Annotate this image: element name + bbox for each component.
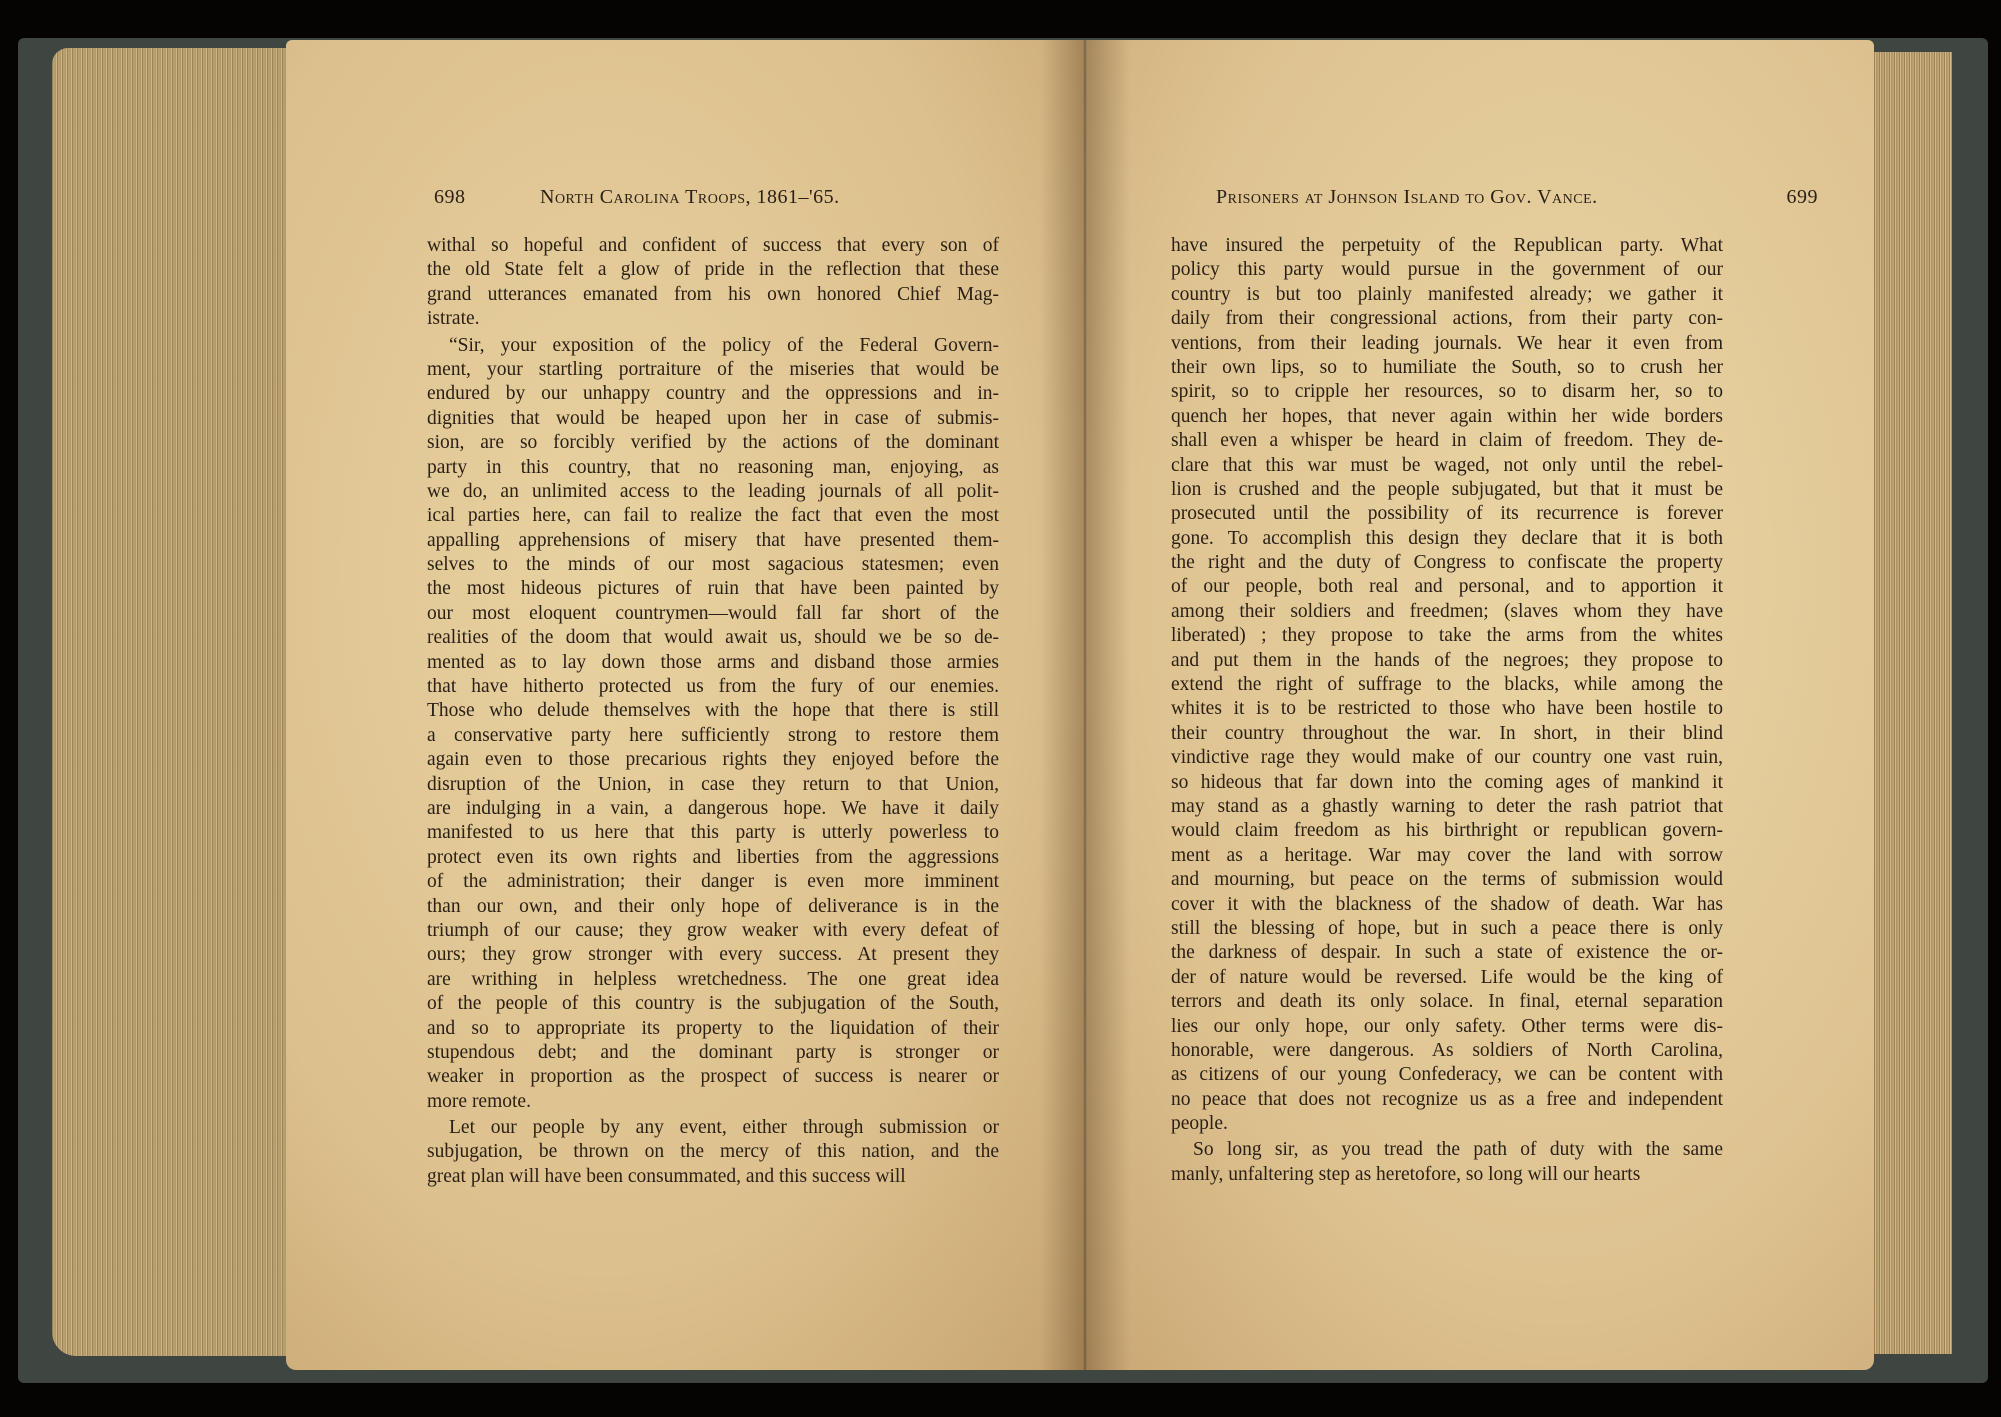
text-line: their own lips, so to humiliate the South, so to crush her — [1171, 356, 1723, 378]
text-line: ical parties here, can fail to realize the fact that even the most — [427, 505, 999, 527]
text-line: extend the right of suffrage to the blacks, while among the — [1171, 674, 1723, 696]
text-line: ment as a heritage. War may cover the land with sorrow — [1171, 844, 1723, 866]
text-line: cover it with the blackness of the shadow of death. War has — [1171, 893, 1723, 915]
text-line: the darkness of despair. In such a state of existence the or- — [1171, 942, 1723, 964]
text-line: among their soldiers and freedmen; (slaves whom they have — [1171, 600, 1723, 622]
text-line: are indulging in a vain, a dangerous hope. We have it daily — [427, 797, 999, 819]
text-line: lion is crushed and the people subjugated, but that it must be — [1171, 478, 1723, 500]
text-line: may stand as a ghastly warning to deter the rash patriot that — [1171, 795, 1723, 817]
text-line: stupendous debt; and the dominant party is stronger or — [427, 1041, 999, 1063]
text-line: our most eloquent countrymen—would fall far short of the — [427, 602, 999, 624]
left-running-head: North Carolina Troops, 1861–'65. — [540, 186, 840, 208]
text-line: so hideous that far down into the coming ages of mankind it — [1171, 771, 1723, 793]
text-line: grand utterances emanated from his own honored Chief Mag- — [427, 283, 999, 305]
right-page — [1084, 40, 1874, 1370]
text-line: lies our only hope, our only safety. Other terms were dis- — [1171, 1015, 1723, 1037]
left-page-body — [427, 234, 999, 1189]
right-page-header — [1216, 186, 1818, 216]
text-line: istrate. — [427, 308, 480, 330]
text-line: withal so hopeful and confident of success that every son of — [427, 235, 999, 256]
text-line: as citizens of our young Confederacy, we can be content with — [1171, 1064, 1723, 1086]
text-line: that have hitherto protected us from the fury of our enemies. — [427, 676, 999, 698]
text-line: “Sir, your exposition of the policy of the Federal Govern- — [449, 334, 999, 356]
text-line: triumph of our cause; they grow weaker with every defeat of — [427, 919, 999, 941]
text-line: have insured the perpetuity of the Republican party. What — [1171, 235, 1723, 256]
text-line: are writhing in helpless wretchedness. The one great idea — [427, 968, 999, 990]
text-line: people. — [1171, 1113, 1228, 1135]
text-line: So long sir, as you tread the path of duty with the same — [1193, 1139, 1723, 1161]
text-line: manly, unfaltering step as heretofore, so long will our hearts — [1171, 1163, 1641, 1185]
text-line: selves to the minds of our most sagacious statesmen; even — [427, 554, 999, 576]
text-line: again even to those precarious rights they enjoyed before the — [427, 749, 999, 771]
text-line: of the people of this country is the subjugation of the South, — [427, 993, 999, 1015]
text-line: spirit, so to cripple her resources, so to disarm her, so to — [1171, 381, 1723, 403]
text-line: and mourning, but peace on the terms of submission would — [1171, 869, 1723, 891]
text-line: ours; they grow stronger with every success. At present they — [427, 944, 999, 966]
text-line: prosecuted until the possibility of its recurrence is forever — [1171, 503, 1723, 525]
text-line: mented as to lay down those arms and disband those armies — [427, 651, 999, 673]
text-line: party in this country, that no reasoning man, enjoying, as — [427, 456, 999, 478]
text-line: protect even its own rights and liberties from the aggressions — [427, 846, 999, 868]
text-line: liberated) ; they propose to take the arms from the whites — [1171, 625, 1723, 647]
paragraph — [427, 1116, 999, 1189]
text-line: clare that this war must be waged, not only until the rebel- — [1171, 454, 1723, 476]
text-line: than our own, and their only hope of deliverance is in the — [427, 895, 999, 917]
text-line: endured by our unhappy country and the oppressions and in- — [427, 383, 999, 405]
paragraph — [427, 334, 999, 1115]
text-line: still the blessing of hope, but in such a peace there is only — [1171, 917, 1723, 939]
text-line: dignities that would be heaped upon her in case of submis- — [427, 407, 999, 429]
text-line: shall even a whisper be heard in claim of freedom. They de- — [1171, 430, 1723, 452]
text-line: policy this party would pursue in the government of our — [1171, 259, 1723, 281]
text-line: ment, your startling portraiture of the miseries that would be — [427, 358, 999, 380]
text-line: ventions, from their leading journals. We hear it even from — [1171, 332, 1723, 354]
text-line: terrors and death its only solace. In final, eternal separation — [1171, 991, 1723, 1013]
text-line: of the administration; their danger is even more imminent — [427, 871, 999, 893]
text-line: subjugation, be thrown on the mercy of this nation, and the — [427, 1141, 999, 1163]
text-line: whites it is to be restricted to those who have been hostile to — [1171, 698, 1723, 720]
text-line: quench her hopes, that never again within her wide borders — [1171, 405, 1723, 427]
text-line: great plan will have been consummated, and this success will — [427, 1165, 906, 1187]
text-line: country is but too plainly manifested already; we gather it — [1171, 283, 1723, 305]
text-line: and so to appropriate its property to the liquidation of their — [427, 1017, 999, 1039]
text-line: weaker in proportion as the prospect of success is nearer or — [427, 1066, 999, 1088]
text-line: the most hideous pictures of ruin that have been painted by — [427, 578, 999, 600]
text-line: manifested to us here that this party is utterly powerless to — [427, 822, 999, 844]
text-line: the right and the duty of Congress to confiscate the property — [1171, 552, 1723, 574]
text-line: and put them in the hands of the negroes; they propose to — [1171, 649, 1723, 671]
left-page-number: 698 — [434, 186, 466, 208]
text-line: vindictive rage they would make of our country one vast ruin, — [1171, 747, 1723, 769]
text-line: der of nature would be reversed. Life would be the king of — [1171, 966, 1723, 988]
left-page-edges — [52, 48, 290, 1356]
text-line: would claim freedom as his birthright or republican govern- — [1171, 820, 1723, 842]
right-page-body — [1171, 234, 1723, 1187]
text-line: appalling apprehensions of misery that have presented them- — [427, 529, 999, 551]
text-line: of our people, both real and personal, and to apportion it — [1171, 576, 1723, 598]
text-line: disruption of the Union, in case they return to that Union, — [427, 773, 999, 795]
text-line: gone. To accomplish this design they declare that it is both — [1171, 527, 1723, 549]
right-page-number: 699 — [1786, 186, 1818, 208]
text-line: their country throughout the war. In short, in their blind — [1171, 722, 1723, 744]
right-page-edges — [1870, 52, 1952, 1354]
text-line: no peace that does not recognize us as a free and independent — [1171, 1088, 1723, 1110]
text-line: sion, are so forcibly verified by the actions of the dominant — [427, 432, 999, 454]
text-line: the old State felt a glow of pride in the reflection that these — [427, 259, 999, 281]
right-running-head: Prisoners at Johnson Island to Gov. Vance. — [1216, 186, 1598, 208]
text-line: we do, an unlimited access to the leading journals of all polit- — [427, 480, 999, 502]
text-line: Those who delude themselves with the hope that there is still — [427, 700, 999, 722]
left-page-header — [434, 186, 994, 216]
paragraph — [427, 234, 999, 332]
text-line: more remote. — [427, 1090, 531, 1112]
text-line: honorable, were dangerous. As soldiers of North Carolina, — [1171, 1039, 1723, 1061]
paragraph — [1171, 234, 1723, 1136]
text-line: Let our people by any event, either through submission or — [449, 1117, 999, 1139]
text-line: daily from their congressional actions, from their party con- — [1171, 308, 1723, 330]
left-page — [286, 40, 1084, 1370]
text-line: a conservative party here sufficiently strong to restore them — [427, 724, 999, 746]
paragraph — [1171, 1138, 1723, 1187]
text-line: realities of the doom that would await us, should we be so de- — [427, 627, 999, 649]
